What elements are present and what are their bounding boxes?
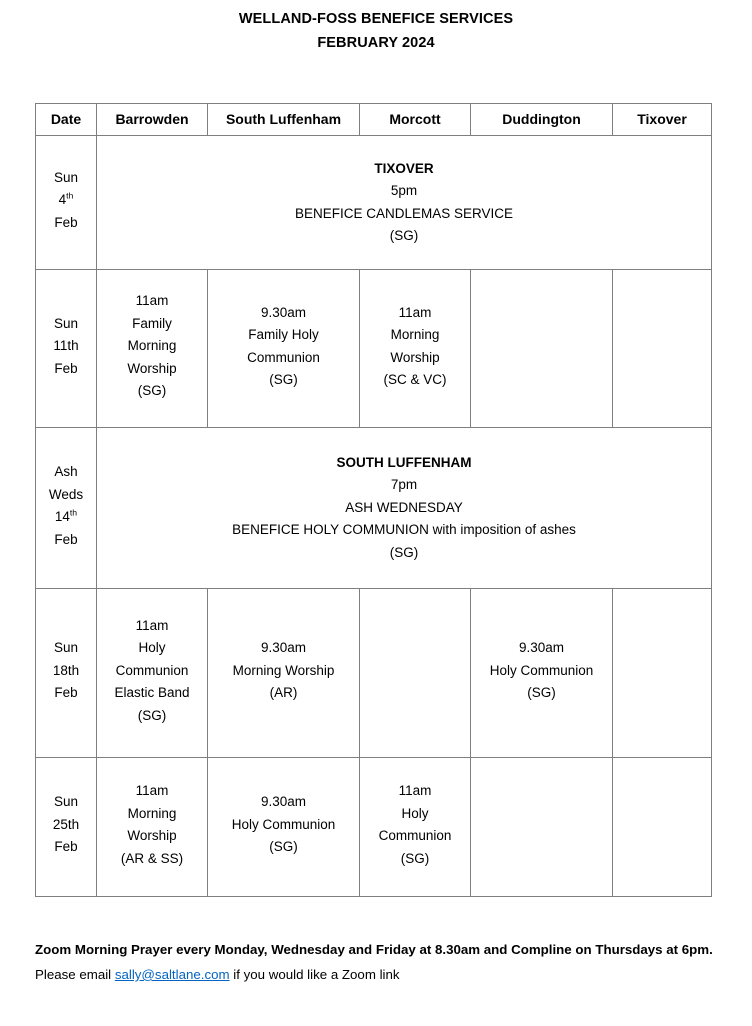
- table-row: [36, 758, 712, 897]
- table-row: [36, 136, 712, 270]
- service-line: Worship: [127, 360, 177, 376]
- service-time: 7pm: [390, 477, 418, 493]
- service-line: 9.30am: [260, 794, 307, 810]
- services-schedule-table: [35, 103, 712, 897]
- service-cell-morcott: [360, 758, 471, 897]
- service-line: Morning Worship: [232, 662, 335, 678]
- service-line: Worship: [390, 349, 440, 365]
- footer-note: [35, 937, 725, 987]
- date-cell: [36, 589, 97, 758]
- column-header-morcott: Morcott: [360, 104, 471, 136]
- title-line-2: FEBRUARY 2024: [317, 35, 435, 51]
- date-weekday-2: Weds: [48, 486, 84, 502]
- column-header-duddington: Duddington: [471, 104, 613, 136]
- service-cell-barrowden: [97, 758, 208, 897]
- date-month: Feb: [54, 685, 78, 701]
- date-day: 25th: [52, 816, 80, 832]
- document-title: [0, 7, 752, 55]
- footer-line-1: Zoom Morning Prayer every Monday, Wednesday and Friday at 8.30am and Compline on Thursdays at 6pm.: [35, 942, 713, 957]
- date-day: 18th: [52, 662, 80, 678]
- date-month: Feb: [54, 214, 78, 230]
- service-line: (AR): [269, 685, 298, 701]
- service-line: Communion: [115, 662, 189, 678]
- service-officiant: (SG): [389, 544, 419, 560]
- service-line: Worship: [127, 828, 177, 843]
- service-line: 9.30am: [260, 640, 307, 656]
- service-name: BENEFICE HOLY COMMUNION with imposition of ashes: [232, 522, 576, 538]
- service-line: (SG): [269, 372, 298, 387]
- date-weekday: Sun: [53, 315, 79, 331]
- service-line: Morning: [127, 338, 177, 354]
- service-line: (AR & SS): [120, 850, 184, 866]
- service-line: Holy Communion: [489, 662, 594, 678]
- date-cell: [36, 270, 97, 428]
- service-officiant: (SG): [389, 228, 419, 243]
- service-occasion: ASH WEDNESDAY: [345, 499, 463, 515]
- service-venue: TIXOVER: [374, 160, 434, 176]
- footer-text-after: if you would like a Zoom link: [229, 967, 400, 982]
- date-weekday: Sun: [53, 794, 79, 810]
- date-day: 11th: [53, 338, 79, 354]
- footer-line-2: [35, 962, 725, 987]
- service-cell-tixover: [613, 758, 712, 897]
- service-line: 11am: [135, 783, 169, 798]
- merged-service-cell: [97, 136, 712, 270]
- service-cell-morcott: [360, 270, 471, 428]
- date-day: 4th: [58, 190, 74, 208]
- service-line: 11am: [398, 783, 432, 798]
- date-month: Feb: [54, 839, 78, 855]
- service-cell-morcott: [360, 589, 471, 758]
- date-month: Feb: [54, 360, 78, 376]
- service-cell-barrowden: [97, 270, 208, 428]
- date-weekday: Sun: [53, 169, 79, 185]
- service-line: Holy: [138, 640, 166, 656]
- table-header-row: [36, 104, 712, 136]
- service-line: Communion: [247, 349, 320, 365]
- service-line: 11am: [135, 617, 169, 633]
- service-line: 9.30am: [260, 304, 307, 320]
- date-day: 14th: [54, 507, 78, 524]
- service-line: Morning: [127, 805, 177, 821]
- date-cell: [36, 428, 97, 589]
- service-cell-tixover: [613, 270, 712, 428]
- service-line: 9.30am: [518, 640, 565, 656]
- title-line-1: WELLAND-FOSS BENEFICE SERVICES: [238, 11, 514, 27]
- table-row: [36, 428, 712, 589]
- service-name: BENEFICE CANDLEMAS SERVICE: [294, 205, 514, 221]
- service-cell-duddington: [471, 270, 613, 428]
- date-cell: [36, 758, 97, 897]
- service-cell-duddington: [471, 589, 613, 758]
- service-line: (SG): [269, 839, 298, 855]
- date-weekday: Ash: [54, 464, 78, 479]
- table-row: [36, 589, 712, 758]
- column-header-tixover: Tixover: [613, 104, 712, 136]
- table-row: [36, 270, 712, 428]
- service-cell-south-luffenham: [208, 589, 360, 758]
- column-header-south-luffenham: South Luffenham: [208, 104, 360, 136]
- service-cell-tixover: [613, 589, 712, 758]
- date-ordinal-suffix: th: [66, 190, 74, 201]
- service-line: (SG): [137, 707, 167, 723]
- service-line: Family: [132, 315, 172, 331]
- date-weekday: Sun: [53, 640, 79, 656]
- service-time: 5pm: [390, 183, 418, 198]
- service-cell-south-luffenham: [208, 758, 360, 897]
- service-cell-south-luffenham: [208, 270, 360, 428]
- service-line: Communion: [378, 828, 452, 843]
- service-line: Elastic Band: [114, 685, 190, 701]
- email-link[interactable]: sally@saltlane.com: [114, 967, 230, 982]
- service-cell-duddington: [471, 758, 613, 897]
- service-line: Holy Communion: [231, 816, 336, 832]
- service-line: 11am: [398, 304, 432, 320]
- service-line: (SG): [527, 685, 556, 701]
- service-line: Holy: [401, 805, 429, 821]
- date-month: Feb: [54, 531, 78, 547]
- column-header-date: Date: [36, 104, 97, 136]
- column-header-barrowden: Barrowden: [97, 104, 208, 136]
- service-line: Morning: [390, 327, 440, 342]
- service-line: (SG): [400, 850, 430, 866]
- footer-text-before: Please email: [35, 967, 115, 982]
- service-venue: SOUTH LUFFENHAM: [336, 454, 472, 470]
- service-line: Family Holy: [248, 327, 319, 342]
- service-line: (SG): [137, 383, 167, 399]
- merged-service-cell: [97, 428, 712, 589]
- service-line: 11am: [135, 293, 169, 309]
- service-cell-barrowden: [97, 589, 208, 758]
- date-cell: [36, 136, 97, 270]
- date-ordinal-suffix: th: [69, 507, 78, 518]
- service-line: (SC & VC): [383, 372, 447, 387]
